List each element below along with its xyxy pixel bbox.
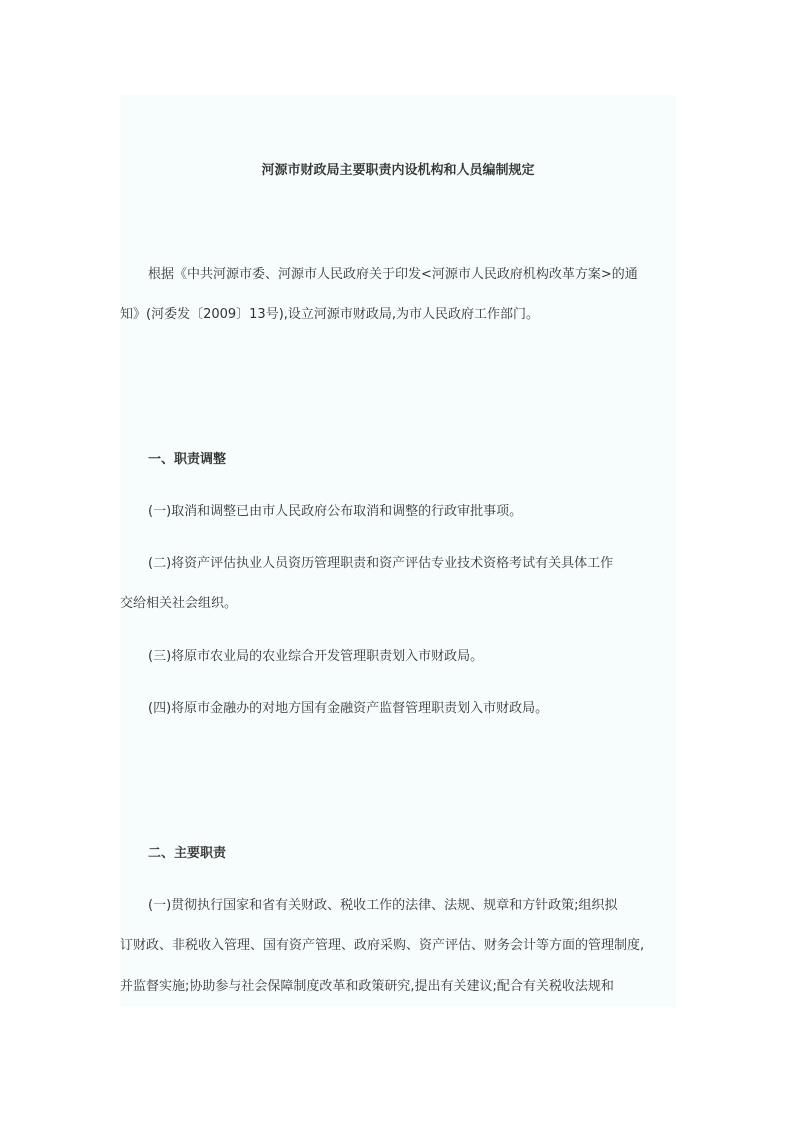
section2-item1-line1: (一)贯彻执行国家和省有关财政、税收工作的法律、法规、规章和方针政策;组织拟	[148, 898, 618, 913]
section1-item1: (一)取消和调整已由市人民政府公布取消和调整的行政审批事项。	[148, 504, 523, 519]
intro-line-1: 根据《中共河源市委、河源市人民政府关于印发<河源市人民政府机构改革方案>的通	[148, 267, 638, 282]
section1-item3: (三)将原市农业局的农业综合开发管理职责划入市财政局。	[148, 649, 484, 664]
section2-item1-line3: 并监督实施;协助参与社会保障制度改革和政策研究,提出有关建议;配合有关税收法规和	[120, 979, 614, 994]
section1-item4: (四)将原市金融办的对地方国有金融资产监督管理职责划入市财政局。	[148, 701, 549, 716]
section2-item1-line2: 订财政、非税收入管理、国有资产管理、政府采购、资产评估、财务会计等方面的管理制度,	[120, 938, 645, 953]
section1-item2-line1: (二)将资产评估执业人员资历管理职责和资产评估专业技术资格考试有关具体工作	[148, 556, 614, 571]
section1-heading: 一、职责调整	[148, 452, 227, 467]
document-title: 河源市财政局主要职责内设机构和人员编制规定	[261, 163, 535, 178]
section1-item2-line2: 交给相关社会组织。	[120, 596, 238, 611]
section2-heading: 二、主要职责	[148, 846, 227, 861]
document-page	[120, 95, 676, 1007]
intro-line-2: 知》(河委发〔2009〕13号),设立河源市财政局,为市人民政府工作部门。	[120, 307, 540, 322]
